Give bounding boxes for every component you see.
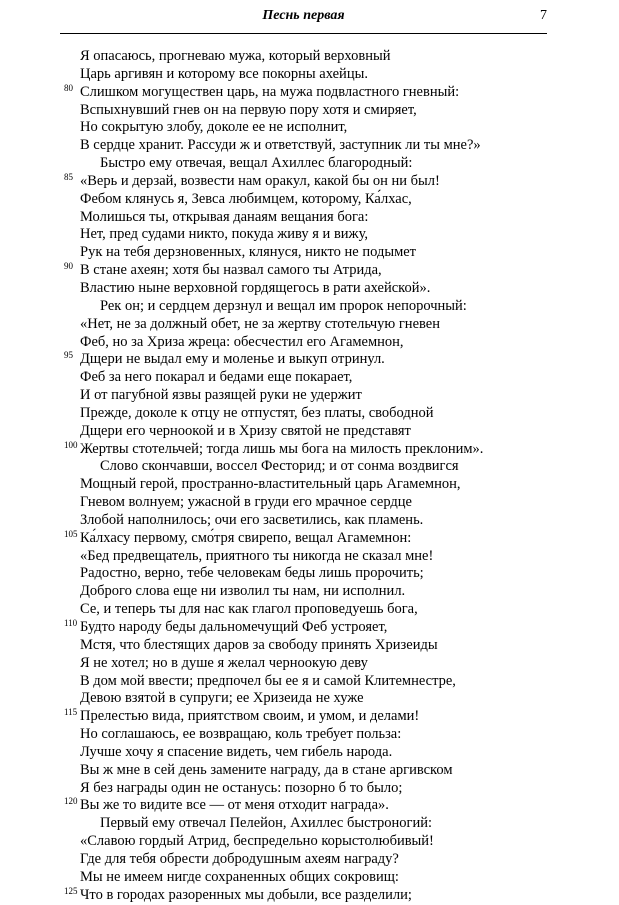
verse-line — [0, 119, 619, 137]
verse-line — [0, 548, 619, 566]
line-number: 105 — [64, 528, 78, 539]
verse-line — [0, 173, 619, 191]
verse-text: Будто народу беды дальномечущий Феб устрояет, — [80, 619, 388, 635]
header-rule — [60, 33, 547, 34]
verse-text: В дом мой ввести; предпочел бы ее я и самой Клитемнестре, — [80, 672, 456, 689]
verse-line — [0, 226, 619, 244]
verse-text: Рек он; и сердцем дерзнул и вещал им пророк непорочный: — [100, 297, 467, 314]
verse-text: Первый ему отвечал Пелейон, Ахиллес быстроногий: — [100, 815, 433, 832]
running-title: Песнь первая — [262, 8, 345, 23]
verse-line — [0, 66, 619, 84]
verse-line — [0, 869, 619, 887]
verse-line — [0, 655, 619, 673]
verse-text: Мы не имеем нигде сохраненных общих сокровищ: — [80, 868, 399, 885]
verse-text: Фебом клянусь я, Зевса любимцем, которому, Ка́лхас, — [80, 190, 412, 207]
verse-line — [0, 369, 619, 387]
verse-text: Мощный герой, пространно-властительный царь Агамемнон, — [80, 476, 461, 493]
line-number: 115 — [64, 707, 78, 718]
verse-text: Вспыхнувший гнев он на первую пору хотя и смиряет, — [80, 101, 417, 118]
verse-text: «Славою гордый Атрид, беспредельно корыстолюбивый! — [80, 833, 434, 850]
verse-line — [0, 833, 619, 851]
verse-text: В сердце хранит. Рассуди ж и ответствуй, заступник ли ты мне?» — [80, 137, 481, 154]
line-number: 85 — [64, 171, 73, 182]
verse-text: Вы ж мне в сей день замените награду, да в стане аргивском — [80, 761, 453, 778]
verse-line — [0, 316, 619, 334]
verse-line — [0, 815, 619, 833]
verse-line — [0, 797, 619, 815]
verse-text: Я без награды один не останусь: позорно б то было; — [80, 779, 403, 796]
verse-line — [0, 298, 619, 316]
verse-line — [0, 762, 619, 780]
line-number: 100 — [64, 439, 78, 450]
verse-text: Злобой наполнилось; очи его засветились, как пламень. — [80, 511, 424, 528]
line-number: 95 — [64, 350, 73, 361]
verse-text: Быстро ему отвечая, вещал Ахиллес благородный: — [100, 155, 413, 172]
verse-line — [0, 244, 619, 262]
verse-line — [0, 423, 619, 441]
verse-text: Что в городах разоренных мы добыли, все разделили; — [80, 886, 412, 903]
verse-line — [0, 209, 619, 227]
verse-line — [0, 476, 619, 494]
line-number: 110 — [64, 618, 78, 628]
verse-text: Жертвы стотельчей; тогда лишь мы бога на милость преклоним». — [80, 440, 484, 457]
verse-text: Се, и теперь ты для нас как глагол проповедуешь бога, — [80, 601, 418, 618]
line-number: 80 — [64, 82, 73, 93]
verse-line — [0, 441, 619, 459]
page-header — [60, 6, 547, 28]
verse-line — [0, 744, 619, 762]
verse-line — [0, 458, 619, 476]
verse-line — [0, 851, 619, 869]
verse-line — [0, 601, 619, 619]
verse-text: Вы же то видите все — от меня отходит награда». — [80, 797, 389, 814]
verse-line — [0, 155, 619, 173]
verse-text: Нет, пред судами никто, покуда живу я и вижу, — [80, 226, 368, 243]
verse-line — [0, 690, 619, 708]
verse-text: В стане ахеян; хотя бы назвал самого ты Атрида, — [80, 262, 382, 279]
verse-line — [0, 780, 619, 798]
line-number: 125 — [64, 885, 78, 896]
verse-line — [0, 334, 619, 352]
verse-block — [0, 48, 619, 905]
verse-text: Но соглашаюсь, ее возвращаю, коль требует польза: — [80, 726, 402, 743]
verse-line — [0, 262, 619, 280]
verse-line — [0, 351, 619, 369]
verse-text: Феб за него покарал и бедами еще покарает, — [80, 369, 353, 386]
verse-line — [0, 387, 619, 405]
verse-text: Я опасаюсь, прогневаю мужа, который верховный — [80, 48, 391, 64]
verse-line — [0, 137, 619, 155]
verse-line — [0, 102, 619, 120]
verse-line — [0, 887, 619, 905]
verse-text: «Нет, не за должный обет, не за жертву стотельчую гневен — [80, 315, 440, 332]
verse-text: Мстя, что блестящих даров за свободу принять Хризеиды — [80, 636, 438, 653]
verse-text: Гневом волнуем; ужасной в груди его мрачное сердце — [80, 494, 412, 511]
line-number: 90 — [64, 261, 73, 272]
verse-line — [0, 280, 619, 298]
verse-text: Лучше хочу я спасение видеть, чем гибель народа. — [80, 743, 393, 760]
verse-text: «Верь и дерзай, возвести нам оракул, какой бы он ни был! — [80, 172, 440, 189]
verse-text: «Бед предвещатель, приятного ты никогда не сказал мне! — [80, 547, 434, 564]
line-number: 120 — [64, 796, 78, 807]
verse-text: Слишком могуществен царь, на мужа подвластного гневный: — [80, 83, 460, 100]
verse-text: Дщери не выдал ему и моленье и выкуп отринул. — [80, 351, 385, 368]
verse-line — [0, 405, 619, 423]
verse-line — [0, 530, 619, 548]
verse-line — [0, 494, 619, 512]
verse-text: Слово скончавши, воссел Фесторид; и от сонма воздвигся — [100, 458, 459, 475]
verse-line — [0, 191, 619, 209]
verse-text: Но сокрытую злобу, доколе ее не исполнит, — [80, 119, 348, 136]
verse-line — [0, 619, 619, 637]
verse-text: Доброго слова еще ни изволил ты нам, ни исполнил. — [80, 583, 406, 600]
verse-text: Девою взятой в супруги; ее Хризеида не хуже — [80, 690, 364, 707]
verse-text: Ка́лхасу первому, смо́тря свирепо, вещал Агамемнон: — [80, 529, 412, 546]
verse-text: Прежде, доколе к отцу не отпустят, без платы, свободной — [80, 404, 434, 421]
page-number: 7 — [540, 8, 547, 23]
verse-text: Молишься ты, открывая данаям вещания бога: — [80, 208, 369, 225]
verse-text: Где для тебя обрести добродушным ахеям награду? — [80, 850, 399, 867]
verse-text: Я не хотел; но в душе я желал черноокую деву — [80, 654, 368, 671]
verse-line — [0, 726, 619, 744]
verse-line — [0, 48, 619, 66]
verse-text: Прелестью вида, приятством своим, и умом, и делами! — [80, 708, 420, 725]
verse-text: Властию ныне верховной гордящегось в рати ахейской». — [80, 279, 431, 296]
verse-line — [0, 708, 619, 726]
verse-line — [0, 565, 619, 583]
verse-line — [0, 84, 619, 102]
verse-line — [0, 673, 619, 691]
verse-text: Дщери его черноокой и в Хризу святой не представят — [80, 422, 411, 439]
verse-text: И от пагубной язвы разящей руки не удержит — [80, 387, 362, 404]
verse-text: Радостно, верно, тебе человекам беды лишь пророчить; — [80, 565, 424, 582]
verse-text: Феб, но за Хриза жреца: обесчестил его Агамемнон, — [80, 333, 404, 350]
verse-text: Рук на тебя дерзновенных, клянуся, никто не подымет — [80, 244, 417, 261]
verse-text: Царь аргивян и которому все покорны ахейцы. — [80, 65, 368, 82]
verse-line — [0, 583, 619, 601]
verse-line — [0, 637, 619, 655]
verse-line — [0, 512, 619, 530]
